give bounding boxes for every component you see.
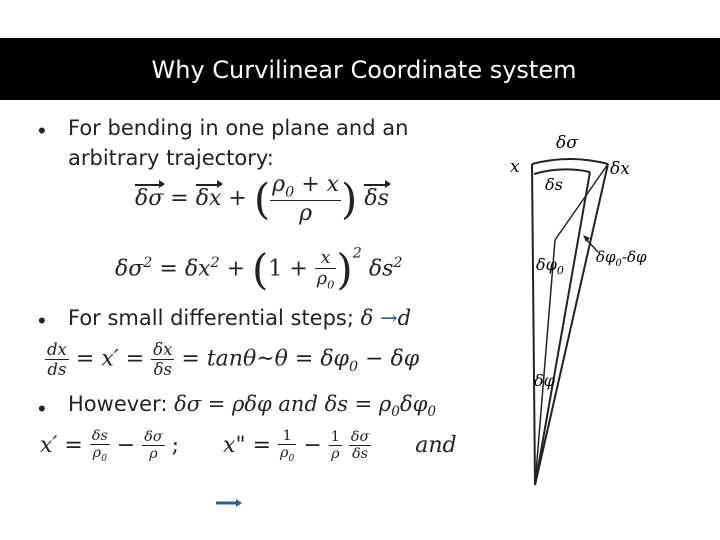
equation-vector: δσ = δx + ( $\frac{\rho_0 + x}{\rho}$ ) δs <box>135 172 389 227</box>
equation-tan: $\frac{dx}{ds}$ = x′ = $\frac{\delta x}{\delta s}$ = tanθ~θ = $\delta\varphi_0 - \delta\varphi$ <box>47 340 420 379</box>
bullet-dot: • <box>38 308 46 333</box>
equation-derivatives: x′ = $\frac{\delta s}{\rho_0}$ − $\frac{\delta\sigma}{\rho}$ ; x" = $\frac{1}{\rho_0}$ − $\frac{1}{\rho}$ $\frac{\delta\sigma}{\delta s}$ and <box>40 428 457 464</box>
curvature-diagram <box>490 120 690 490</box>
bullet-text-1b: arbitrary trajectory: <box>68 146 274 170</box>
label-dphi0-minus-dphi: $\delta\varphi_0-\delta\varphi$ <box>596 248 647 269</box>
label-dphi0: $\delta\varphi_0$ <box>536 255 564 277</box>
label-x: x <box>510 157 520 177</box>
bullet-text-1a: For bending in one plane and an <box>68 116 409 140</box>
label-dphi: δφ <box>534 371 555 390</box>
bullet-dot: • <box>38 396 46 421</box>
label-dsigma: δσ <box>556 133 578 153</box>
equation-squared: $\delta\sigma^2 = \delta x^2 + (1$ + $\frac{x}{\rho_0}$ )$^2$ $\delta s^2$ <box>115 245 403 294</box>
label-ds: δs <box>545 175 563 194</box>
label-dx: δx <box>610 159 630 179</box>
arrow-icon <box>214 496 244 510</box>
bullet-text-3: However: δσ = ρδφ and $\delta s = \rho_0\delta\varphi_0$ <box>68 392 437 421</box>
bullet-text-2: For small differential steps; δ →d <box>68 306 412 330</box>
bullet-dot: • <box>38 118 46 143</box>
slide-title: Why Curvilinear Coordinate system <box>151 56 577 84</box>
